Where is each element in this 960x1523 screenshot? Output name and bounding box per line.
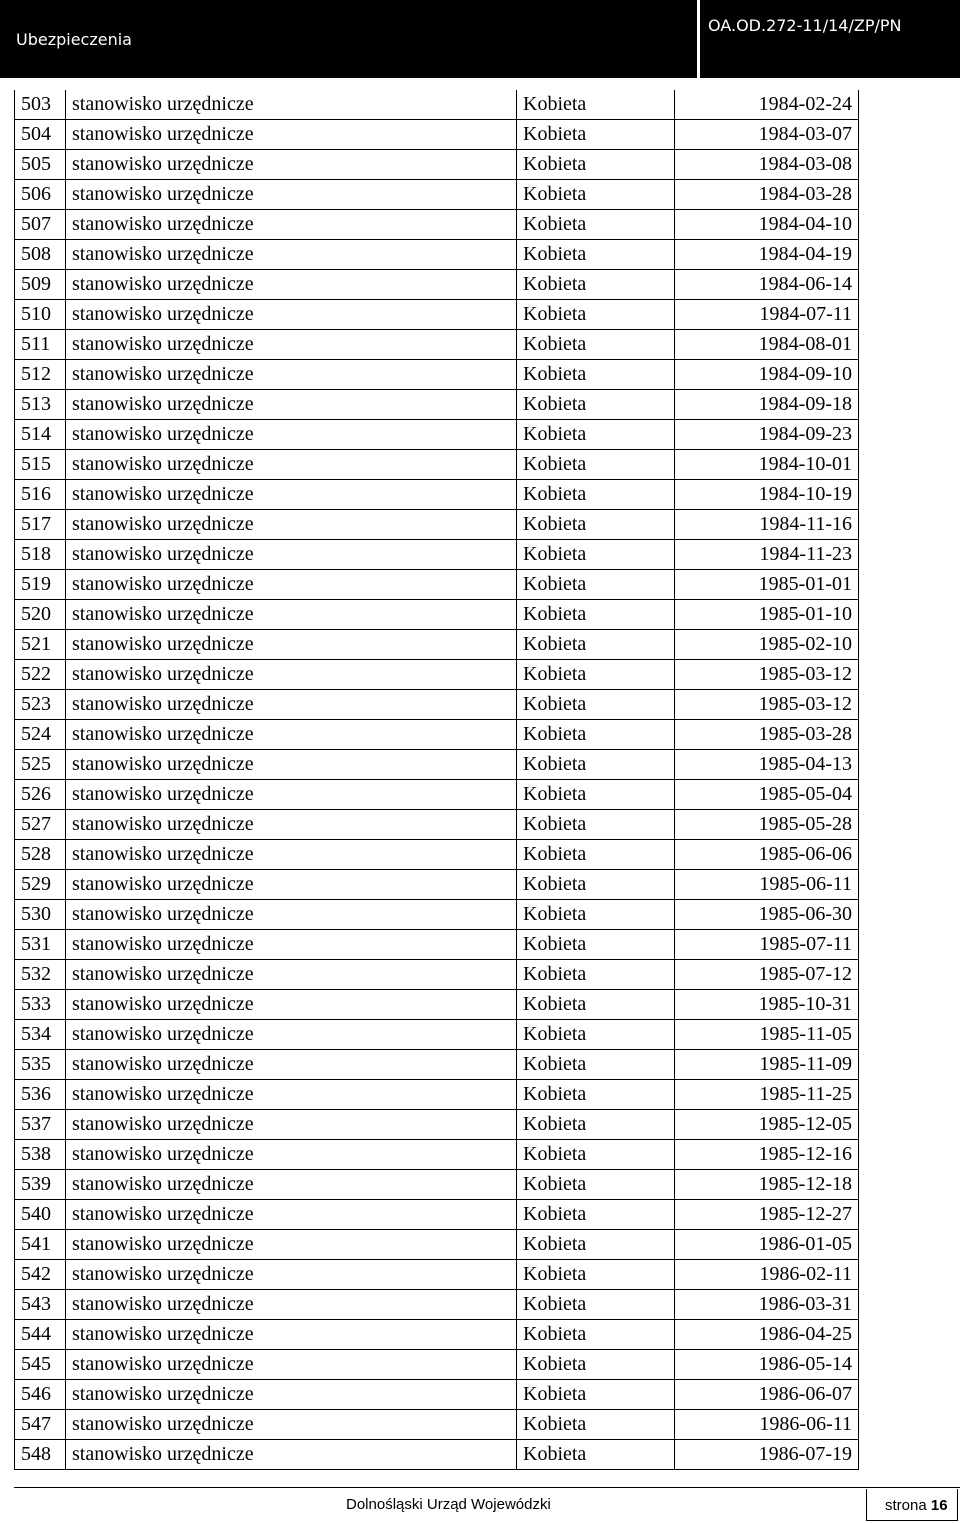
date-cell: 1984-09-23 — [675, 420, 859, 450]
table-row — [15, 1380, 859, 1410]
table-row — [15, 240, 859, 270]
row-number-cell: 542 — [15, 1260, 66, 1290]
position-cell: stanowisko urzędnicze — [66, 720, 517, 750]
position-cell: stanowisko urzędnicze — [66, 1440, 517, 1470]
row-number-cell: 543 — [15, 1290, 66, 1320]
row-number-cell: 508 — [15, 240, 66, 270]
date-cell: 1984-04-10 — [675, 210, 859, 240]
row-number-cell: 533 — [15, 990, 66, 1020]
position-cell: stanowisko urzędnicze — [66, 510, 517, 540]
date-cell: 1985-03-12 — [675, 690, 859, 720]
date-cell: 1986-06-11 — [675, 1410, 859, 1440]
position-cell: stanowisko urzędnicze — [66, 1380, 517, 1410]
table-row — [15, 570, 859, 600]
sex-cell: Kobieta — [517, 780, 675, 810]
sex-cell: Kobieta — [517, 300, 675, 330]
row-number-cell: 538 — [15, 1140, 66, 1170]
table-row — [15, 1140, 859, 1170]
date-cell: 1985-10-31 — [675, 990, 859, 1020]
date-cell: 1985-06-06 — [675, 840, 859, 870]
row-number-cell: 521 — [15, 630, 66, 660]
employee-table — [14, 90, 859, 1470]
sex-cell: Kobieta — [517, 600, 675, 630]
sex-cell: Kobieta — [517, 1050, 675, 1080]
table-row — [15, 990, 859, 1020]
sex-cell: Kobieta — [517, 450, 675, 480]
row-number-cell: 507 — [15, 210, 66, 240]
row-number-cell: 504 — [15, 120, 66, 150]
table-row — [15, 660, 859, 690]
position-cell: stanowisko urzędnicze — [66, 420, 517, 450]
table-row — [15, 1080, 859, 1110]
position-cell: stanowisko urzędnicze — [66, 1410, 517, 1440]
table-row — [15, 810, 859, 840]
row-number-cell: 513 — [15, 390, 66, 420]
row-number-cell: 547 — [15, 1410, 66, 1440]
position-cell: stanowisko urzędnicze — [66, 180, 517, 210]
date-cell: 1985-07-11 — [675, 930, 859, 960]
sex-cell: Kobieta — [517, 1110, 675, 1140]
position-cell: stanowisko urzędnicze — [66, 780, 517, 810]
date-cell: 1984-06-14 — [675, 270, 859, 300]
date-cell: 1984-03-28 — [675, 180, 859, 210]
sex-cell: Kobieta — [517, 90, 675, 120]
row-number-cell: 541 — [15, 1230, 66, 1260]
row-number-cell: 512 — [15, 360, 66, 390]
row-number-cell: 534 — [15, 1020, 66, 1050]
position-cell: stanowisko urzędnicze — [66, 1020, 517, 1050]
table-row — [15, 540, 859, 570]
position-cell: stanowisko urzędnicze — [66, 1050, 517, 1080]
sex-cell: Kobieta — [517, 1020, 675, 1050]
sex-cell: Kobieta — [517, 870, 675, 900]
position-cell: stanowisko urzędnicze — [66, 360, 517, 390]
position-cell: stanowisko urzędnicze — [66, 1110, 517, 1140]
sex-cell: Kobieta — [517, 1290, 675, 1320]
position-cell: stanowisko urzędnicze — [66, 570, 517, 600]
row-number-cell: 535 — [15, 1050, 66, 1080]
date-cell: 1985-12-16 — [675, 1140, 859, 1170]
position-cell: stanowisko urzędnicze — [66, 390, 517, 420]
row-number-cell: 544 — [15, 1320, 66, 1350]
sex-cell: Kobieta — [517, 1320, 675, 1350]
sex-cell: Kobieta — [517, 1260, 675, 1290]
position-cell: stanowisko urzędnicze — [66, 750, 517, 780]
table-row — [15, 720, 859, 750]
table-row — [15, 870, 859, 900]
position-cell: stanowisko urzędnicze — [66, 660, 517, 690]
table-row — [15, 1230, 859, 1260]
sex-cell: Kobieta — [517, 1380, 675, 1410]
sex-cell: Kobieta — [517, 1410, 675, 1440]
position-cell: stanowisko urzędnicze — [66, 990, 517, 1020]
table-row — [15, 900, 859, 930]
table-row — [15, 750, 859, 780]
table-row — [15, 1020, 859, 1050]
row-number-cell: 537 — [15, 1110, 66, 1140]
date-cell: 1986-01-05 — [675, 1230, 859, 1260]
table-row — [15, 390, 859, 420]
date-cell: 1985-07-12 — [675, 960, 859, 990]
sex-cell: Kobieta — [517, 1350, 675, 1380]
date-cell: 1984-09-18 — [675, 390, 859, 420]
sex-cell: Kobieta — [517, 1440, 675, 1470]
row-number-cell: 523 — [15, 690, 66, 720]
sex-cell: Kobieta — [517, 630, 675, 660]
row-number-cell: 516 — [15, 480, 66, 510]
table-row — [15, 510, 859, 540]
position-cell: stanowisko urzędnicze — [66, 930, 517, 960]
table-row — [15, 270, 859, 300]
header-section-title-bar — [0, 0, 697, 78]
position-cell: stanowisko urzędnicze — [66, 150, 517, 180]
date-cell: 1986-04-25 — [675, 1320, 859, 1350]
sex-cell: Kobieta — [517, 480, 675, 510]
sex-cell: Kobieta — [517, 1140, 675, 1170]
sex-cell: Kobieta — [517, 1080, 675, 1110]
sex-cell: Kobieta — [517, 930, 675, 960]
date-cell: 1986-05-14 — [675, 1350, 859, 1380]
row-number-cell: 519 — [15, 570, 66, 600]
header-section-title: Ubezpieczenia — [16, 30, 132, 49]
table-row — [15, 840, 859, 870]
date-cell: 1985-06-30 — [675, 900, 859, 930]
table-row — [15, 300, 859, 330]
table-row — [15, 150, 859, 180]
position-cell: stanowisko urzędnicze — [66, 690, 517, 720]
position-cell: stanowisko urzędnicze — [66, 1140, 517, 1170]
table-row — [15, 1260, 859, 1290]
sex-cell: Kobieta — [517, 750, 675, 780]
footer-divider — [14, 1487, 960, 1488]
table-row — [15, 330, 859, 360]
table-row — [15, 210, 859, 240]
row-number-cell: 528 — [15, 840, 66, 870]
sex-cell: Kobieta — [517, 270, 675, 300]
row-number-cell: 506 — [15, 180, 66, 210]
row-number-cell: 526 — [15, 780, 66, 810]
position-cell: stanowisko urzędnicze — [66, 1260, 517, 1290]
row-number-cell: 503 — [15, 90, 66, 120]
date-cell: 1985-03-28 — [675, 720, 859, 750]
date-cell: 1984-03-08 — [675, 150, 859, 180]
position-cell: stanowisko urzędnicze — [66, 90, 517, 120]
table-row — [15, 600, 859, 630]
date-cell: 1986-02-11 — [675, 1260, 859, 1290]
table-row — [15, 1170, 859, 1200]
position-cell: stanowisko urzędnicze — [66, 1320, 517, 1350]
sex-cell: Kobieta — [517, 360, 675, 390]
row-number-cell: 527 — [15, 810, 66, 840]
sex-cell: Kobieta — [517, 900, 675, 930]
position-cell: stanowisko urzędnicze — [66, 540, 517, 570]
position-cell: stanowisko urzędnicze — [66, 210, 517, 240]
position-cell: stanowisko urzędnicze — [66, 1170, 517, 1200]
row-number-cell: 518 — [15, 540, 66, 570]
sex-cell: Kobieta — [517, 840, 675, 870]
date-cell: 1984-03-07 — [675, 120, 859, 150]
sex-cell: Kobieta — [517, 1200, 675, 1230]
table-row — [15, 960, 859, 990]
row-number-cell: 548 — [15, 1440, 66, 1470]
position-cell: stanowisko urzędnicze — [66, 240, 517, 270]
date-cell: 1984-09-10 — [675, 360, 859, 390]
table-row — [15, 930, 859, 960]
position-cell: stanowisko urzędnicze — [66, 870, 517, 900]
table-row — [15, 1440, 859, 1470]
row-number-cell: 532 — [15, 960, 66, 990]
table-row — [15, 1320, 859, 1350]
sex-cell: Kobieta — [517, 120, 675, 150]
position-cell: stanowisko urzędnicze — [66, 480, 517, 510]
date-cell: 1985-02-10 — [675, 630, 859, 660]
employee-table-body — [15, 90, 859, 1470]
sex-cell: Kobieta — [517, 150, 675, 180]
sex-cell: Kobieta — [517, 210, 675, 240]
position-cell: stanowisko urzędnicze — [66, 900, 517, 930]
position-cell: stanowisko urzędnicze — [66, 300, 517, 330]
position-cell: stanowisko urzędnicze — [66, 600, 517, 630]
row-number-cell: 530 — [15, 900, 66, 930]
position-cell: stanowisko urzędnicze — [66, 270, 517, 300]
date-cell: 1985-01-10 — [675, 600, 859, 630]
row-number-cell: 522 — [15, 660, 66, 690]
footer-organization: Dolnośląski Urząd Wojewódzki — [346, 1496, 551, 1513]
date-cell: 1985-04-13 — [675, 750, 859, 780]
row-number-cell: 517 — [15, 510, 66, 540]
page-number-box — [866, 1489, 958, 1521]
sex-cell: Kobieta — [517, 180, 675, 210]
page-number: 16 — [930, 1497, 948, 1514]
sex-cell: Kobieta — [517, 810, 675, 840]
date-cell: 1984-02-24 — [675, 90, 859, 120]
date-cell: 1985-12-05 — [675, 1110, 859, 1140]
table-row — [15, 630, 859, 660]
date-cell: 1985-05-04 — [675, 780, 859, 810]
sex-cell: Kobieta — [517, 960, 675, 990]
row-number-cell: 545 — [15, 1350, 66, 1380]
table-row — [15, 1050, 859, 1080]
sex-cell: Kobieta — [517, 1230, 675, 1260]
page-header — [0, 0, 960, 78]
date-cell: 1984-08-01 — [675, 330, 859, 360]
sex-cell: Kobieta — [517, 390, 675, 420]
sex-cell: Kobieta — [517, 690, 675, 720]
sex-cell: Kobieta — [517, 240, 675, 270]
page-number-label — [885, 1497, 948, 1514]
row-number-cell: 515 — [15, 450, 66, 480]
table-row — [15, 690, 859, 720]
table-row — [15, 1410, 859, 1440]
date-cell: 1984-10-19 — [675, 480, 859, 510]
sex-cell: Kobieta — [517, 570, 675, 600]
table-row — [15, 450, 859, 480]
position-cell: stanowisko urzędnicze — [66, 960, 517, 990]
row-number-cell: 546 — [15, 1380, 66, 1410]
row-number-cell: 509 — [15, 270, 66, 300]
date-cell: 1984-10-01 — [675, 450, 859, 480]
sex-cell: Kobieta — [517, 330, 675, 360]
date-cell: 1984-11-23 — [675, 540, 859, 570]
row-number-cell: 531 — [15, 930, 66, 960]
sex-cell: Kobieta — [517, 720, 675, 750]
position-cell: stanowisko urzędnicze — [66, 120, 517, 150]
date-cell: 1985-05-28 — [675, 810, 859, 840]
date-cell: 1984-11-16 — [675, 510, 859, 540]
table-row — [15, 1200, 859, 1230]
sex-cell: Kobieta — [517, 540, 675, 570]
position-cell: stanowisko urzędnicze — [66, 1350, 517, 1380]
position-cell: stanowisko urzędnicze — [66, 1080, 517, 1110]
table-row — [15, 780, 859, 810]
table-row — [15, 120, 859, 150]
sex-cell: Kobieta — [517, 660, 675, 690]
sex-cell: Kobieta — [517, 510, 675, 540]
table-row — [15, 1290, 859, 1320]
date-cell: 1985-12-27 — [675, 1200, 859, 1230]
date-cell: 1985-11-09 — [675, 1050, 859, 1080]
row-number-cell: 514 — [15, 420, 66, 450]
date-cell: 1985-12-18 — [675, 1170, 859, 1200]
position-cell: stanowisko urzędnicze — [66, 840, 517, 870]
position-cell: stanowisko urzędnicze — [66, 810, 517, 840]
sex-cell: Kobieta — [517, 420, 675, 450]
row-number-cell: 540 — [15, 1200, 66, 1230]
date-cell: 1984-07-11 — [675, 300, 859, 330]
date-cell: 1986-06-07 — [675, 1380, 859, 1410]
row-number-cell: 525 — [15, 750, 66, 780]
header-document-code: OA.OD.272-11/14/ZP/PN — [708, 16, 902, 35]
sex-cell: Kobieta — [517, 1170, 675, 1200]
date-cell: 1985-11-05 — [675, 1020, 859, 1050]
row-number-cell: 529 — [15, 870, 66, 900]
table-row — [15, 1110, 859, 1140]
page-label-text: strona — [885, 1497, 927, 1514]
date-cell: 1984-04-19 — [675, 240, 859, 270]
row-number-cell: 524 — [15, 720, 66, 750]
row-number-cell: 520 — [15, 600, 66, 630]
position-cell: stanowisko urzędnicze — [66, 1200, 517, 1230]
date-cell: 1986-03-31 — [675, 1290, 859, 1320]
table-row — [15, 480, 859, 510]
row-number-cell: 511 — [15, 330, 66, 360]
date-cell: 1985-06-11 — [675, 870, 859, 900]
table-row — [15, 180, 859, 210]
date-cell: 1985-01-01 — [675, 570, 859, 600]
position-cell: stanowisko urzędnicze — [66, 330, 517, 360]
table-row — [15, 1350, 859, 1380]
table-row — [15, 360, 859, 390]
row-number-cell: 505 — [15, 150, 66, 180]
sex-cell: Kobieta — [517, 990, 675, 1020]
position-cell: stanowisko urzędnicze — [66, 630, 517, 660]
table-row — [15, 420, 859, 450]
date-cell: 1985-03-12 — [675, 660, 859, 690]
date-cell: 1986-07-19 — [675, 1440, 859, 1470]
date-cell: 1985-11-25 — [675, 1080, 859, 1110]
row-number-cell: 539 — [15, 1170, 66, 1200]
row-number-cell: 536 — [15, 1080, 66, 1110]
position-cell: stanowisko urzędnicze — [66, 450, 517, 480]
header-document-code-bar — [700, 0, 960, 78]
position-cell: stanowisko urzędnicze — [66, 1230, 517, 1260]
row-number-cell: 510 — [15, 300, 66, 330]
position-cell: stanowisko urzędnicze — [66, 1290, 517, 1320]
table-row — [15, 90, 859, 120]
